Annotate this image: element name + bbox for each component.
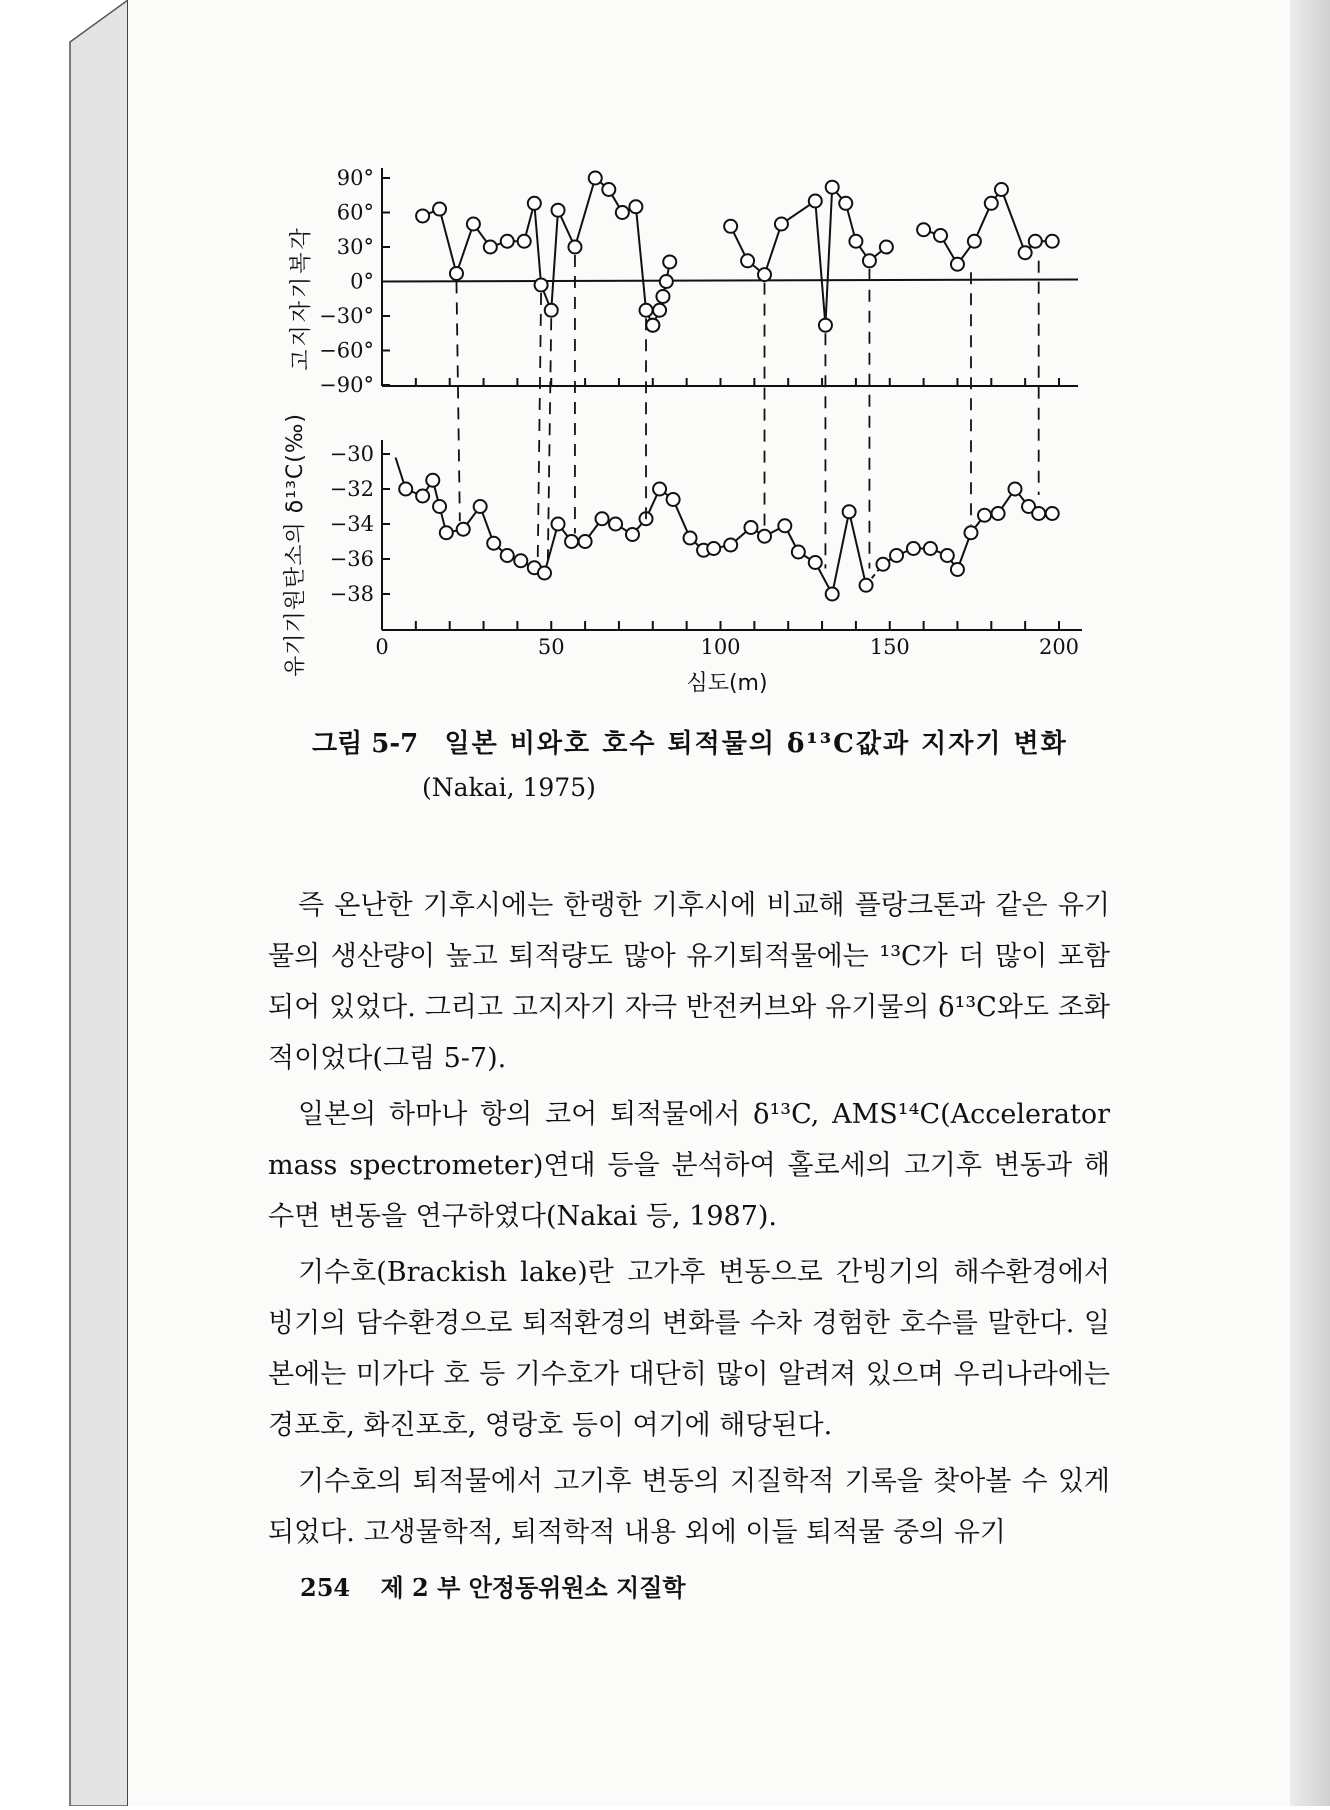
inclination-data-point: [450, 267, 463, 280]
paragraph-3: 기수호(Brackish lake)란 고가후 변동으로 간빙기의 해수환경에서 빙기의 담수환경으로 퇴적환경의 변화를 수차 경험한 호수를 말한다. 일본에는 미가다 호 등 기수호가 대단히 많이 알려져 있으며 우리나라에는 경포호, 화진포호, 영랑호 등이 여기에 해당된다.: [268, 1257, 1110, 1441]
inclination-data-point: [839, 197, 852, 210]
top-y-tick-label: −60°: [319, 338, 374, 363]
top-y-tick-label: 60°: [336, 200, 374, 225]
inclination-data-point: [819, 319, 832, 332]
carbon-data-point: [667, 493, 680, 506]
carbon-data-point: [457, 523, 470, 536]
body-text: [268, 880, 1110, 1563]
carbon-data-point: [653, 483, 666, 496]
x-tick-label: 50: [537, 635, 565, 659]
top-y-tick-label: 0°: [350, 269, 374, 294]
carbon-data-point: [951, 563, 964, 576]
inclination-data-point: [1019, 246, 1032, 259]
inclination-data-point: [758, 268, 771, 281]
reversal-correlation-line: [538, 293, 541, 562]
carbon-data-point: [552, 518, 565, 531]
inclination-data-point: [653, 304, 666, 317]
reversal-correlation-line: [456, 281, 459, 521]
carbon-data-point: [1008, 483, 1021, 496]
carbon-data-point: [941, 549, 954, 562]
bottom-y-tick-label: −38: [329, 582, 374, 606]
inclination-data-point: [602, 183, 615, 196]
figure-number: 그림 5-7: [312, 729, 419, 759]
carbon-data-point: [860, 579, 873, 592]
x-tick-label: 0: [375, 635, 389, 659]
x-axis-label: 심도(m): [686, 671, 768, 696]
inclination-data-point: [741, 254, 754, 267]
bottom-y-tick-label: −36: [329, 547, 374, 571]
carbon-series-line: [396, 458, 714, 574]
top-y-tick-label: 30°: [336, 235, 374, 259]
inclination-data-point: [518, 235, 531, 248]
inclination-data-point: [934, 229, 947, 242]
carbon-data-point: [778, 519, 791, 532]
carbon-data-point: [992, 507, 1005, 520]
inclination-data-point: [917, 223, 930, 236]
carbon-data-point: [890, 549, 903, 562]
x-tick-label: 200: [1038, 635, 1080, 659]
x-tick-label: 100: [700, 635, 741, 659]
paragraph-1: 즉 온난한 기후시에는 한랭한 기후시에 비교해 플랑크톤과 같은 유기물의 생산량이 높고 퇴적량도 많아 유기퇴적물에는 ¹³C가 더 많이 포함되어 있었다. 그리고 고지자기 자극 반전커브와 유기물의 δ¹³C와도 조화적이었다(그림 5-7).: [268, 890, 1110, 1074]
figure-5-7-chart: [0, 0, 1330, 720]
carbon-data-point: [433, 500, 446, 513]
top-y-axis-label: 고지자기복각: [289, 225, 314, 371]
carbon-data-point: [964, 526, 977, 539]
inclination-data-point: [849, 235, 862, 248]
carbon-data-point: [1032, 507, 1045, 520]
inclination-data-point: [616, 206, 629, 219]
carbon-data-point: [474, 500, 487, 513]
inclination-data-point: [985, 197, 998, 210]
carbon-data-point: [538, 567, 551, 580]
top-y-tick-label: −90°: [319, 373, 374, 397]
inclination-data-point: [640, 304, 653, 317]
carbon-isotope-panel: [330, 440, 1082, 659]
inclination-data-point: [951, 258, 964, 271]
inclination-data-point: [528, 197, 541, 210]
carbon-data-point: [487, 537, 500, 550]
bottom-y-tick-label: −34: [329, 512, 374, 536]
inclination-data-point: [656, 290, 669, 303]
carbon-data-point: [758, 530, 771, 543]
carbon-data-point: [609, 518, 622, 531]
inclination-data-point: [968, 235, 981, 248]
inclination-data-point: [1046, 235, 1059, 248]
carbon-data-point: [826, 588, 839, 601]
paragraph-2: 일본의 하마나 항의 코어 퇴적물에서 δ¹³C, AMS¹⁴C(Accelerator mass spectrometer)연대 등을 분석하여 홀로세의 고기후 변동과 해수면 변동을 연구하였다(Nakai 등, 1987).: [268, 1099, 1110, 1232]
inclination-series-line: [731, 187, 887, 325]
inclination-data-point: [663, 255, 676, 268]
carbon-data-point: [724, 539, 737, 552]
carbon-data-point: [843, 505, 856, 518]
inclination-data-point: [660, 275, 673, 288]
inclination-data-point: [646, 319, 659, 332]
inclination-data-point: [416, 209, 429, 222]
carbon-data-point: [399, 483, 412, 496]
paragraph-4: 기수호의 퇴적물에서 고기후 변동의 지질학적 기록을 찾아볼 수 있게 되었다. 고생물학적, 퇴적학적 내용 외에 이들 퇴적물 중의 유기: [268, 1466, 1110, 1548]
inclination-data-point: [863, 254, 876, 267]
page-footer: [300, 1568, 686, 1603]
inclination-data-point: [995, 183, 1008, 196]
inclination-data-point: [484, 241, 497, 254]
zero-degree-line: [382, 280, 1078, 282]
carbon-data-point: [1046, 507, 1059, 520]
inclination-data-point: [775, 218, 788, 231]
inclination-data-point: [545, 304, 558, 317]
inclination-data-point: [880, 241, 893, 254]
carbon-data-point: [907, 542, 920, 555]
inclination-data-point: [826, 181, 839, 194]
top-y-tick-label: 90°: [336, 166, 374, 190]
carbon-data-point: [809, 556, 822, 569]
top-y-tick-label: −30°: [319, 304, 374, 328]
inclination-data-point: [629, 200, 642, 213]
inclination-data-point: [568, 241, 581, 254]
x-tick-label: 150: [869, 635, 910, 659]
bottom-y-axis-label: 유기기원탄소의 δ¹³C(‰): [283, 413, 308, 677]
bottom-y-tick-label: −32: [329, 477, 374, 501]
inclination-data-point: [467, 218, 480, 231]
carbon-data-point: [501, 549, 514, 562]
carbon-data-point: [565, 535, 578, 548]
inclination-data-point: [1029, 235, 1042, 248]
carbon-data-point: [426, 474, 439, 487]
inclination-data-point: [501, 235, 514, 248]
carbon-data-point: [684, 532, 697, 545]
inclination-data-point: [535, 278, 548, 291]
footer-section-title: 제 2 부 안정동위원소 지질학: [380, 1573, 686, 1602]
bottom-y-tick-label: −30: [329, 442, 374, 466]
carbon-data-point: [744, 521, 757, 534]
inclination-data-point: [724, 220, 737, 233]
carbon-data-point: [707, 542, 720, 555]
carbon-data-point: [416, 490, 429, 503]
carbon-data-point: [514, 554, 527, 567]
carbon-data-point: [440, 526, 453, 539]
inclination-panel: [319, 166, 1078, 397]
figure-title: 일본 비와호 호수 퇴적물의 δ¹³C값과 지자기 변화: [444, 729, 1068, 759]
carbon-data-point: [924, 542, 937, 555]
inclination-data-point: [809, 195, 822, 208]
page-number: 254: [300, 1573, 351, 1602]
figure-caption: [312, 722, 1092, 810]
carbon-data-point: [596, 512, 609, 525]
carbon-data-point: [626, 528, 639, 541]
inclination-data-point: [589, 172, 602, 185]
figure-source: (Nakai, 1975): [422, 773, 596, 802]
carbon-data-point: [978, 509, 991, 522]
inclination-data-point: [552, 204, 565, 217]
carbon-data-point: [579, 535, 592, 548]
carbon-data-point: [792, 546, 805, 559]
inclination-data-point: [433, 203, 446, 216]
carbon-data-point: [876, 558, 889, 571]
